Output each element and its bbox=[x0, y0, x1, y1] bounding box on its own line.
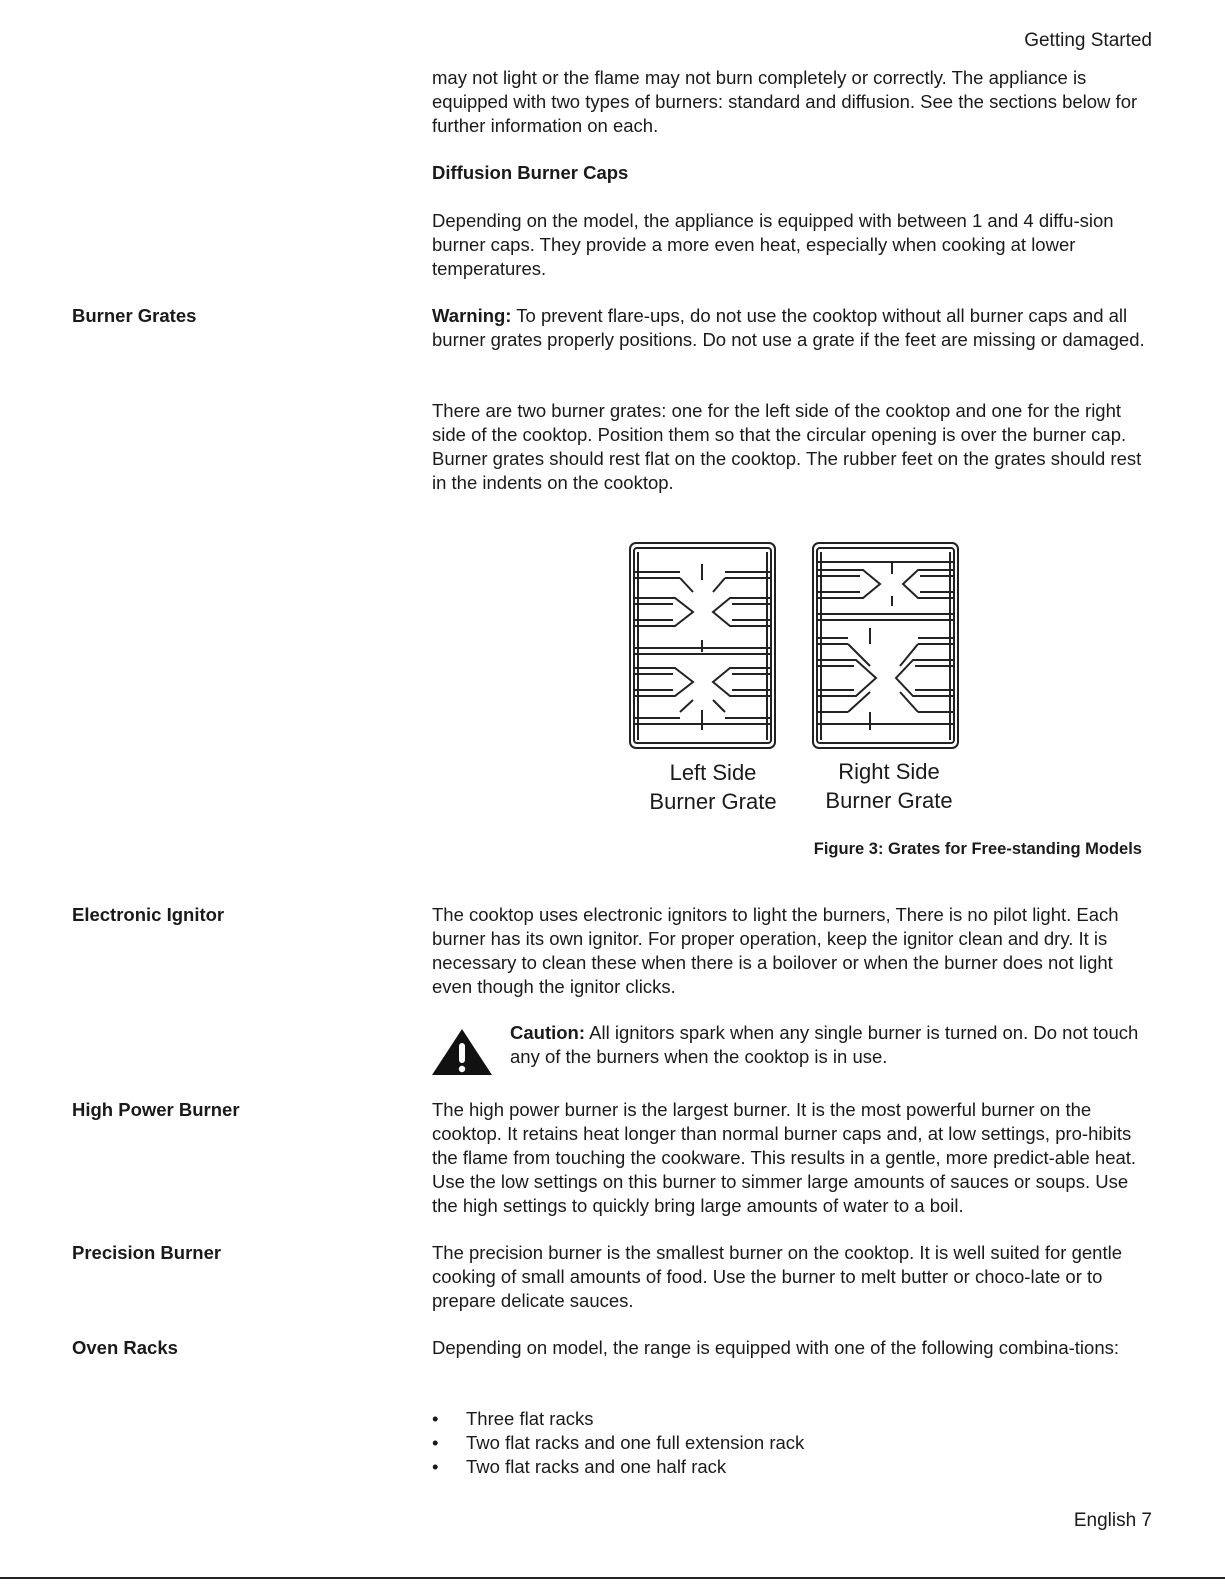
grates-figure bbox=[625, 540, 965, 814]
oven-racks-list bbox=[432, 1407, 804, 1479]
burner-grates-heading: Burner Grates bbox=[72, 305, 197, 326]
bullet-icon: • bbox=[432, 1432, 439, 1453]
page-header: Getting Started bbox=[1024, 30, 1152, 51]
intro-paragraph: may not light or the flame may not burn completely or correctly. The appliance is equipped with two types of burners: standard and diffusion. See the sections below for further information on each. bbox=[432, 67, 1138, 136]
left-grate-label-line-1: Left Side bbox=[669, 760, 757, 785]
grates-illustration bbox=[625, 540, 965, 760]
list-item-text: Two flat racks and one half rack bbox=[466, 1456, 727, 1477]
figure-caption: Figure 3: Grates for Free-standing Models bbox=[813, 840, 1142, 858]
high-power-heading: High Power Burner bbox=[72, 1099, 240, 1120]
bullet-icon: • bbox=[432, 1456, 439, 1477]
warning-paragraph bbox=[432, 304, 1157, 352]
caution-label: Caution: bbox=[510, 1022, 586, 1043]
left-grate-label bbox=[613, 758, 813, 816]
oven-racks-heading: Oven Racks bbox=[72, 1337, 178, 1358]
warning-triangle-icon bbox=[430, 1027, 494, 1082]
page-number: English 7 bbox=[1073, 1510, 1152, 1531]
high-power-paragraph: The high power burner is the largest burner. It is the most powerful burner on the cooktop. It retains heat longer than normal burner caps and, at low settings, pro-hibits the flame from touching the cookware. This results in a gentle, more predict-able heat. Use the low settings on this burner to simmer large amounts of sauces or soups. Use the high settings to quickly bring large amounts of water to a boil. bbox=[432, 1099, 1137, 1216]
ignitor-paragraph: The cooktop uses electronic ignitors to light the burners, There is no pilot light. Each burner has its own ignitor. For proper operation, keep the ignitor clean and dry. It is necessary to clean these when there is a boilover or when the burner does not light even though the ignitor clicks. bbox=[432, 904, 1119, 997]
precision-paragraph: The precision burner is the smallest burner on the cooktop. It is well suited for gentle cooking of small amounts of food. Use the burner to melt butter or choco-late or to prepare delicate sauces. bbox=[432, 1242, 1122, 1311]
list-item bbox=[432, 1455, 804, 1479]
list-item bbox=[432, 1407, 804, 1431]
right-grate-drawing bbox=[813, 543, 958, 748]
bullet-icon: • bbox=[432, 1408, 439, 1429]
ignitor-heading: Electronic Ignitor bbox=[72, 904, 225, 925]
oven-racks-paragraph: Depending on model, the range is equipped with one of the following combina-tions: bbox=[432, 1337, 1120, 1358]
caution-text: All ignitors spark when any single burner is turned on. Do not touch any of the burners when the cooktop is in use. bbox=[510, 1022, 1139, 1067]
burner-grates-paragraph: There are two burner grates: one for the left side of the cooktop and one for the right side of the cooktop. Position them so that the circular opening is over the burner cap. Burner grates should rest flat on the cooktop. The rubber feet on the grates should rest in the indents on the cooktop. bbox=[432, 400, 1142, 493]
list-item bbox=[432, 1431, 804, 1455]
warning-text: To prevent flare-ups, do not use the cooktop without all burner caps and all burner grates properly positions. Do not use a grate if the feet are missing or damaged. bbox=[432, 305, 1145, 350]
left-grate-drawing bbox=[630, 543, 775, 748]
list-item-text: Two flat racks and one full extension rack bbox=[466, 1432, 805, 1453]
right-grate-label bbox=[789, 757, 989, 815]
diffusion-paragraph: Depending on the model, the appliance is equipped with between 1 and 4 diffu-sion burner caps. They provide a more even heat, especially when cooking at lower temperatures. bbox=[432, 210, 1114, 279]
left-grate-label-line-2: Burner Grate bbox=[649, 789, 777, 814]
right-grate-label-line-2: Burner Grate bbox=[825, 788, 953, 813]
diffusion-heading: Diffusion Burner Caps bbox=[432, 162, 629, 183]
bottom-divider bbox=[0, 1577, 1225, 1579]
right-grate-label-line-1: Right Side bbox=[838, 759, 940, 784]
caution-paragraph bbox=[510, 1021, 1150, 1069]
precision-heading: Precision Burner bbox=[72, 1242, 222, 1263]
list-item-text: Three flat racks bbox=[466, 1408, 594, 1429]
warning-label: Warning: bbox=[432, 305, 512, 326]
